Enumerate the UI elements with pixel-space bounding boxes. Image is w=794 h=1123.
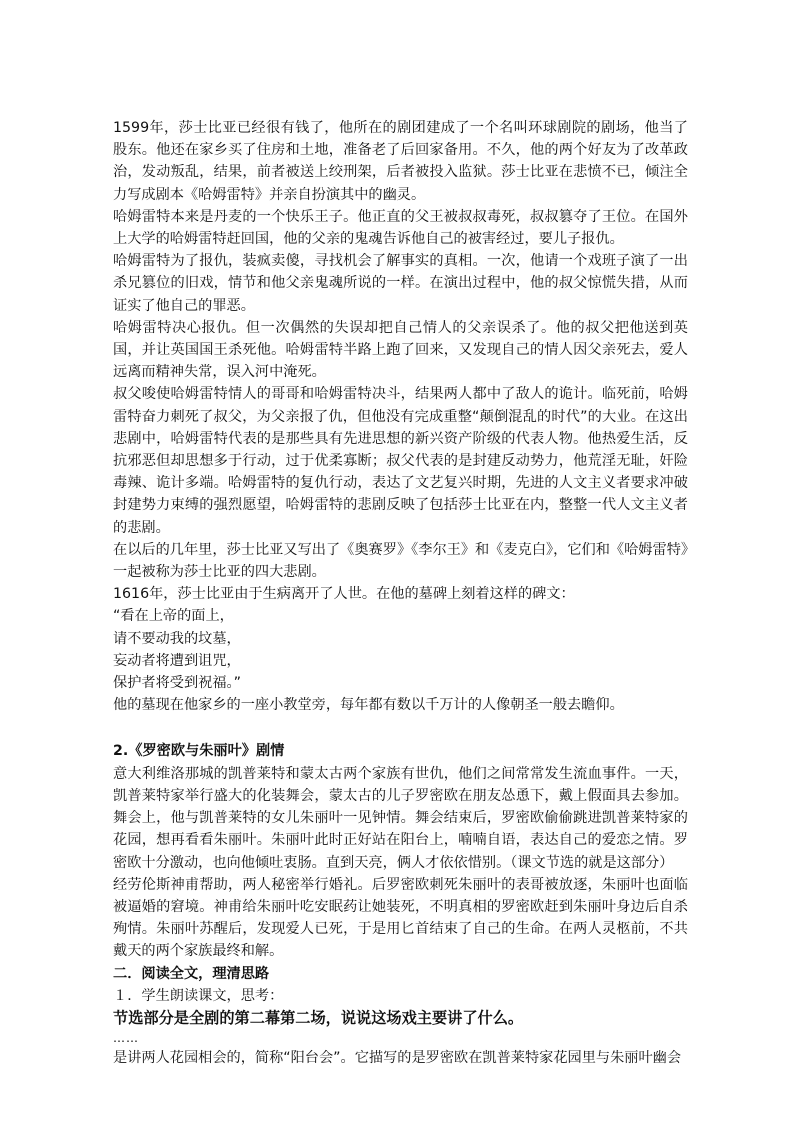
section-heading-reading: 二．阅读全文，理清思路 xyxy=(113,965,270,982)
paragraph-four-tragedies: 在以后的几年里，莎士比亚又写出了《奥赛罗》《李尔王》和《麦克白》，它们和《哈姆雷特》一起被称为莎士比亚的四大悲剧。 xyxy=(113,541,688,581)
paragraph-tomb: 他的墓现在他家乡的一座小教堂旁，每年都有数以千万计的人像朝圣一般去瞻仰。 xyxy=(113,697,624,714)
paragraph-shakespeare-1599: 1599年，莎士比亚已经很有钱了，他所在的剧团建成了一个名叫环球剧院的剧场，他当了股东。他还在家乡买了住房和土地，准备老了后回家备用。不久，他的两个好友为了改革政治，发动叛乱，结果，前者被送上绞刑架，后者被投入监狱。莎士比亚在悲愤不已，倾注全力写成剧本《哈姆雷特》并亲自扮演其中的幽灵。 xyxy=(113,120,688,203)
epitaph-line: 妄动者将遭到诅咒， xyxy=(113,652,241,669)
spacer xyxy=(113,716,688,740)
epitaph-line: “看在上帝的面上， xyxy=(113,608,234,625)
paragraph-hamlet-duel: 叔父唆使哈姆雷特情人的哥哥和哈姆雷特决斗，结果两人都中了敌人的诡计。临死前，哈姆雷特奋力刺死了叔父，为父亲报了仇，但他没有完成重整“颠倒混乱的时代”的大业。在这出悲剧中，哈姆雷特代表的是那些具有先进思想的新兴资产阶级的代表人物。他热爱生活，反抗邪恶但却思想多于行动，过于优柔寡断；叔父代表的是封建反动势力，他荒淫无耻，奸险毒辣、诡计多端。哈姆雷特的复仇行动，表达了文艺复兴时期，先进的人文主义者要求冲破封建势力束缚的强烈愿望，哈姆雷特的悲剧反映了包括莎士比亚在内，整整一代人文主义者的悲剧。 xyxy=(113,386,688,536)
epitaph xyxy=(113,605,688,694)
paragraph-shakespeare-1616: 1616年，莎士比亚由于生病离开了人世。在他的墓碑上刻着这样的碑文： xyxy=(113,586,575,603)
paragraph-hamlet-feigns-madness: 哈姆雷特为了报仇，装疯卖傻，寻找机会了解事实的真相。一次，他请一个戏班子演了一出杀兄篡位的旧戏，情节和他父亲鬼魂所说的一样。在演出过程中，他的叔父惊慌失措，从而证实了他自己的罪恶。 xyxy=(113,253,688,314)
epitaph-line: 请不要动我的坟墓， xyxy=(113,630,241,647)
ellipsis: …… xyxy=(113,1031,139,1046)
paragraph-romeo-juliet-plot-1: 意大利维洛那城的凯普莱特和蒙太古两个家族有世仇，他们之间常常发生流血事件。一天，凯普莱特家举行盛大的化装舞会，蒙太古的儿子罗密欧在朋友怂恿下，戴上假面具去参加。舞会上，他与凯普莱特的女儿朱丽叶一见钟情。舞会结束后，罗密欧偷偷跳进凯普莱特家的花园，想再看看朱丽叶。朱丽叶此时正好站在阳台上，喃喃自语，表达自己的爱恋之情。罗密欧十分激动，也向他倾吐衷肠。直到天亮，俩人才依依惜别。（课文节选的就是这部分） xyxy=(113,765,688,871)
paragraph-romeo-juliet-plot-2: 经劳伦斯神甫帮助，两人秘密举行婚礼。后罗密欧刺死朱丽叶的表哥被放逐，朱丽叶也面临被逼婚的窘境。神甫给朱丽叶吃安眠药让她装死，不明真相的罗密欧赶到朱丽叶身边后自杀殉情。朱丽叶苏醒后，发现爱人已死，于是用匕首结束了自己的生命。在两人灵柩前，不共戴天的两个家族最终和解。 xyxy=(113,876,688,960)
epitaph-line: 保护者将受到祝福。” xyxy=(113,675,241,692)
task-instruction: １．学生朗读课文，思考： xyxy=(113,987,284,1004)
paragraph-hamlet-revenge: 哈姆雷特决心报仇。但一次偶然的失误却把自己情人的父亲误杀了。他的叔父把他送到英国，并让英国国王杀死他。哈姆雷特半路上跑了回来，又发现自己的情人因父亲死去，爱人远离而精神失常，误入河中淹死。 xyxy=(113,319,688,381)
section-heading-romeo-juliet: 2.《罗密欧与朱丽叶》剧情 xyxy=(113,743,285,760)
paragraph-hamlet-prince: 哈姆雷特本来是丹麦的一个快乐王子。他正直的父王被叔叔毒死，叔叔篡夺了王位。在国外上大学的哈姆雷特赶回国，他的父亲的鬼魂告诉他自己的被害经过，要儿子报仇。 xyxy=(113,208,688,248)
question-text: 节选部分是全剧的第二幕第二场，说说这场戏主要讲了什么。 xyxy=(113,1008,524,1027)
document-page xyxy=(113,117,688,1069)
answer-text: 是讲两人花园相会的，简称“阳台会”。它描写的是罗密欧在凯普莱特家花园里与朱丽叶幽会 xyxy=(113,1050,682,1067)
